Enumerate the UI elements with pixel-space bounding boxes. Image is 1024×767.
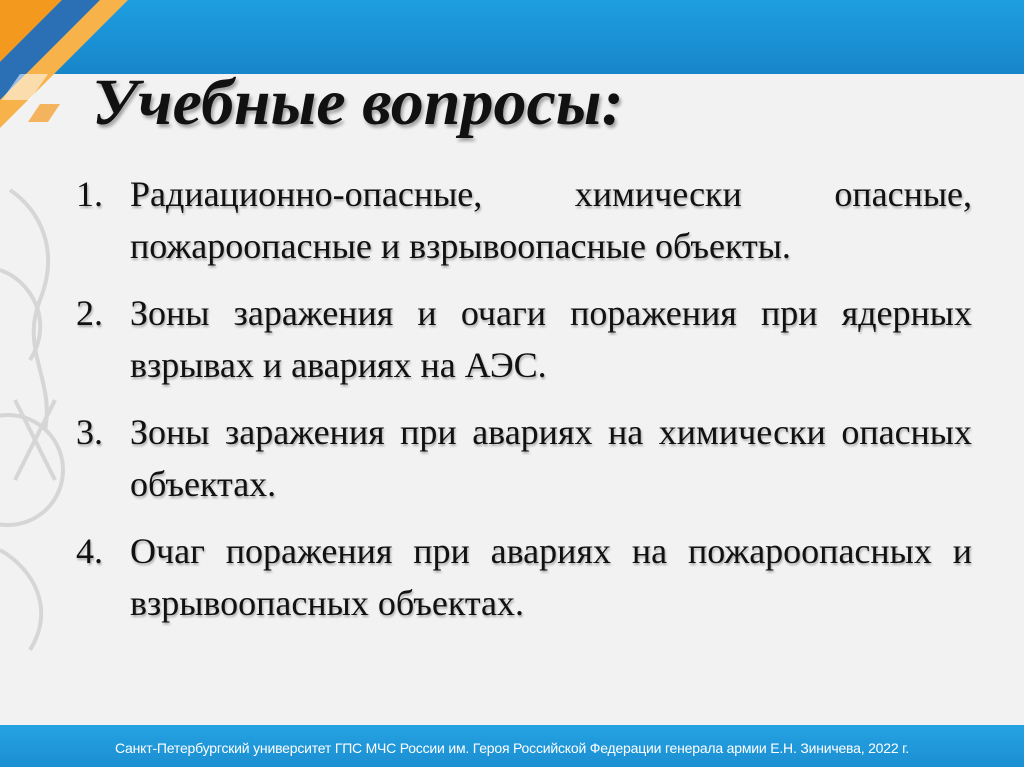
- footer-text: Санкт-Петербургский университет ГПС МЧС России им. Героя Российской Федерации генерала армии Е.Н. Зиничева, 2022 г.: [114, 740, 910, 756]
- list-item-text: Зоны заражения при авариях на химически опасных объектах.: [130, 412, 972, 504]
- list-item-text: Зоны заражения и очаги поражения при ядерных взрывах и авариях на АЭС.: [130, 293, 972, 385]
- list-item-number: 2.: [76, 293, 103, 333]
- list-item: [76, 525, 972, 629]
- list-item: [76, 287, 972, 391]
- list-item-text: Очаг поражения при авариях на пожароопасных и взрывоопасных объектах.: [130, 531, 972, 623]
- topic-list: [76, 168, 972, 644]
- footer-bar: [0, 725, 1024, 767]
- list-item: [76, 168, 972, 272]
- list-item: [76, 406, 972, 510]
- list-item-number: 1.: [76, 174, 103, 214]
- slide-title: Учебные вопросы:: [92, 66, 624, 139]
- header-bar: [0, 0, 1024, 74]
- list-item-number: 4.: [76, 531, 103, 571]
- emblem-watermark: [0, 150, 70, 670]
- list-item-number: 3.: [76, 412, 103, 452]
- list-item-text: Радиационно-опасные, химически опасные, пожароопасные и взрывоопасные объекты.: [130, 174, 972, 266]
